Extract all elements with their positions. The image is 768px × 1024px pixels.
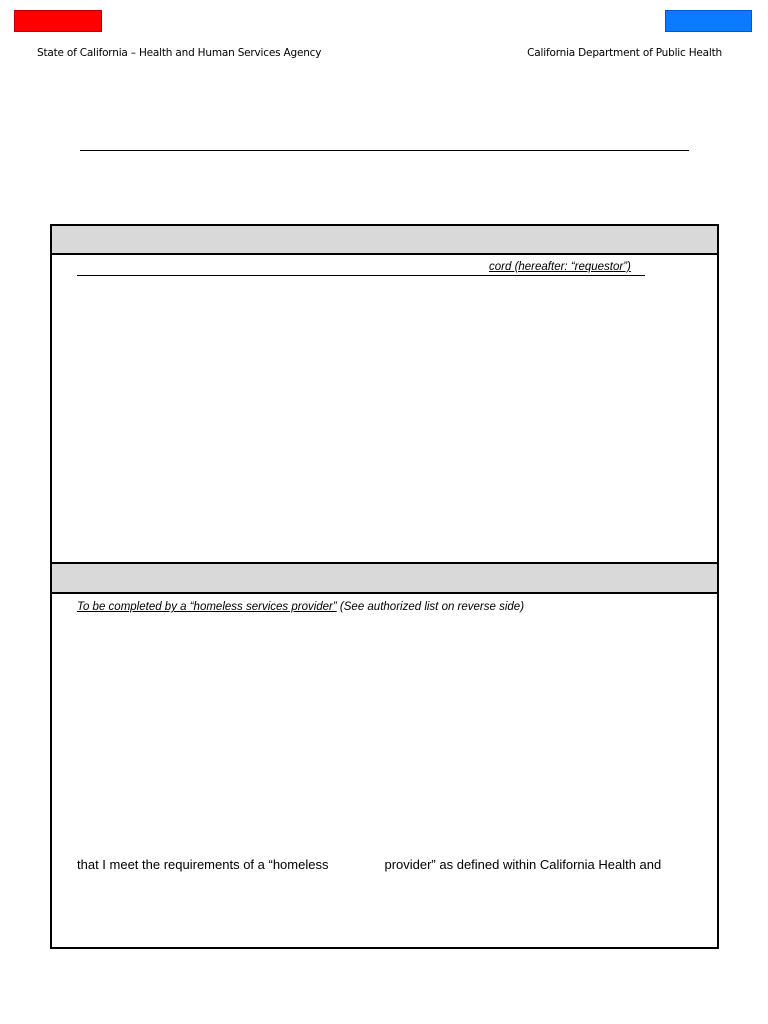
provider-instruction — [77, 601, 524, 613]
cdph-logo-blue — [665, 10, 752, 32]
section-2-header — [52, 562, 717, 594]
state-logo-red — [14, 10, 102, 32]
certification-part-1: that I meet the requirements of a “homeless — [77, 857, 329, 872]
requestor-text: cord (hereafter: “requestor”) — [489, 261, 631, 273]
title-rule — [80, 150, 689, 151]
provider-instruction-rest: (See authorized list on reverse side) — [336, 601, 525, 613]
certification-part-2: provider” as defined within California Health and — [384, 857, 662, 872]
form-frame — [50, 224, 719, 949]
provider-instruction-underlined: To be completed by a “homeless services provider” — [77, 601, 337, 613]
department-header: California Department of Public Health — [527, 47, 722, 59]
section-1-header — [52, 226, 717, 255]
requestor-name-line[interactable] — [77, 275, 645, 276]
agency-header: State of California – Health and Human Services Agency — [37, 47, 322, 59]
certification-text — [77, 857, 661, 872]
